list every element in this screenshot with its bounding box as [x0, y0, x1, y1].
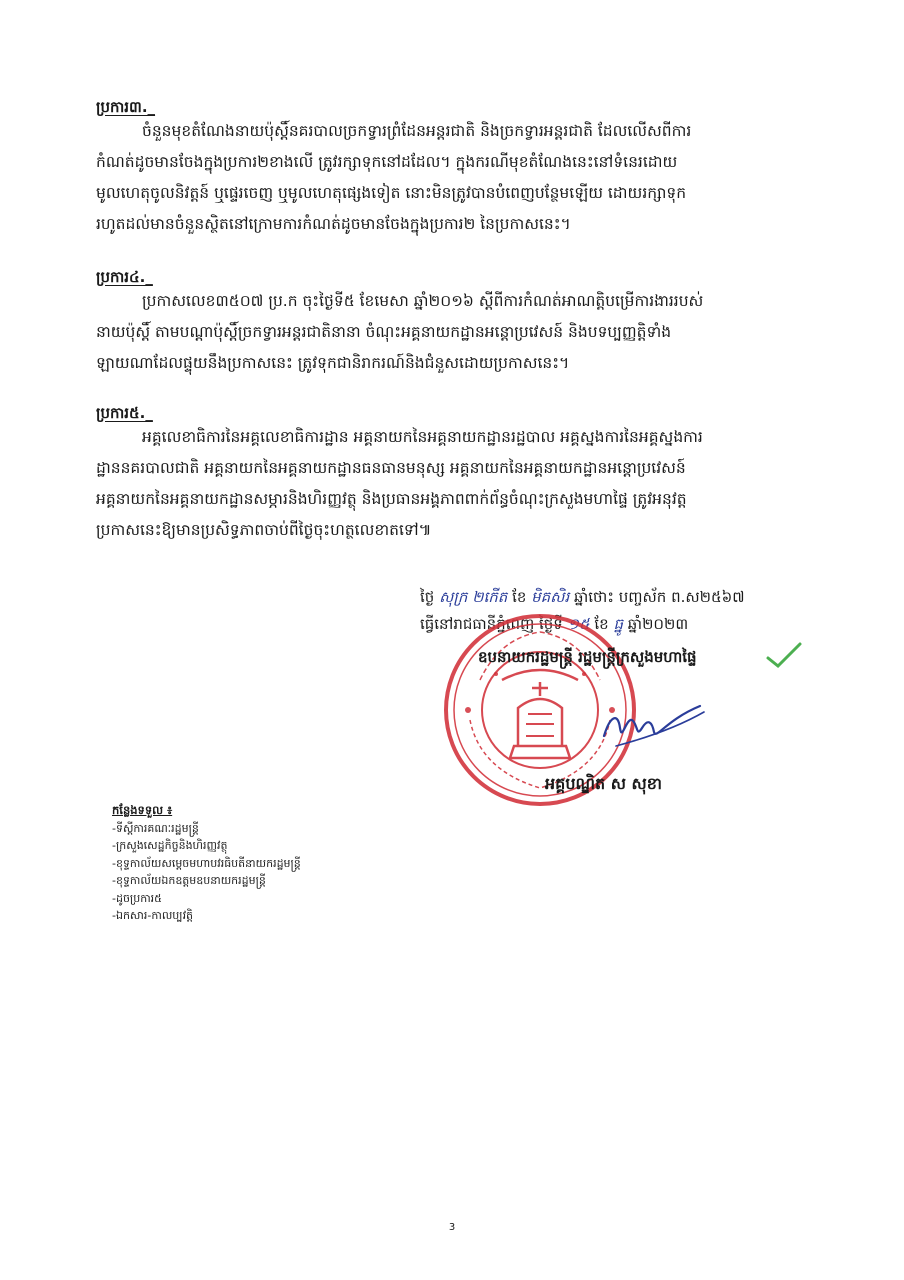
- solar-prefix: ធ្វើនៅរាជធានីភ្នំពេញ ថ្ងៃទី: [420, 615, 563, 633]
- handwritten-signature-icon: [596, 698, 706, 754]
- recipient-item: -ខុទ្ទកាល័យឯកឧត្តមឧបនាយករដ្ឋមន្ត្រី: [112, 874, 266, 887]
- solar-day-handwritten: ១៥: [567, 615, 590, 633]
- article-4-line: នាយប៉ុស្តិ៍ តាមបណ្តាប៉ុស្តិ៍ច្រកទ្វារអន្តរជាតិនានា ចំណុះអគ្គនាយកដ្ឋានអន្តោប្រវេសន៍ និងបទប្បញ្ញត្តិទាំង: [96, 323, 672, 341]
- solar-year: ឆ្នាំ២០២៣: [627, 615, 689, 633]
- article-4-line: ប្រកាសលេខ៣៥០៧ ប្រ.ក ចុះថ្ងៃទី៥ ខែមេសា ឆ្នាំ២០១៦ ស្តីពីការកំណត់អាណត្តិបម្រើការងាររបស់: [142, 292, 704, 310]
- article-4-text: [96, 286, 816, 379]
- recipient-item: -ដូចប្រការ៥: [112, 891, 162, 905]
- lunar-prefix: ថ្ងៃ: [420, 588, 435, 606]
- article-3-line: មូលហេតុចូលនិវត្តន៍ ឬផ្ទេរចេញ ឬមូលហេតុផ្សេងទៀត នោះមិនត្រូវបានបំពេញបន្ថែមឡើយ ដោយរក្សាទុក: [96, 184, 687, 202]
- article-3-line: កំណត់ដូចមានចែងក្នុងប្រការ២ខាងលើ ត្រូវរក្សាទុកនៅដដែល។ ក្នុងករណីមុខតំណែងនេះនៅទំនេរដោយ: [96, 153, 678, 171]
- article-5-text: [96, 422, 816, 546]
- article-5-line: ដ្ឋាននគរបាលជាតិ អគ្គនាយកនៃអគ្គនាយកដ្ឋានធនធានមនុស្ស អគ្គនាយកនៃអគ្គនាយកដ្ឋានអន្តោប្រវេសន៍: [96, 459, 686, 477]
- recipients-heading: កន្លែងទទួល ៖: [112, 803, 173, 817]
- signer-name: អគ្គបណ្ឌិត ស សុខា: [545, 774, 662, 793]
- lunar-month-handwritten: មិគសិរ: [531, 588, 570, 606]
- article-5-line: អគ្គនាយកនៃអគ្គនាយកដ្ឋានសម្ភារនិងហិរញ្ញវត្ថុ និងប្រធានអង្គភាពពាក់ព័ន្ធចំណុះក្រសួងមហាផ្ទៃ ត្រូវអនុវត្ត: [96, 490, 687, 508]
- article-5-line: អគ្គលេខាធិការនៃអគ្គលេខាធិការដ្ឋាន អគ្គនាយកនៃអគ្គនាយកដ្ឋានរដ្ឋបាល អគ្គស្នងការនៃអគ្គស្នងការ: [142, 428, 703, 446]
- article-4-line: ឡាយណាដែលផ្ទុយនឹងប្រកាសនេះ ត្រូវទុកជានិរាករណ៍និងជំនួសដោយប្រកាសនេះ។: [96, 354, 570, 372]
- page-number: 3: [448, 1222, 456, 1233]
- article-3-text: [96, 116, 816, 240]
- recipient-item: -ខុទ្ទកាល័យសម្តេចមហាបវរធិបតីនាយករដ្ឋមន្ត្រី: [112, 856, 301, 870]
- recipient-item: -ទីស្តីការគណៈរដ្ឋមន្ត្រី: [112, 821, 199, 835]
- lunar-year: ឆ្នាំថោះ បញ្ចស័ក ព.ស២៥៦៧: [574, 588, 745, 606]
- recipient-item: -ក្រសួងសេដ្ឋកិច្ចនិងហិរញ្ញវត្ថុ: [112, 839, 228, 852]
- article-5-heading: ប្រការ៥._: [96, 404, 153, 422]
- article-3-heading: ប្រការ៣._: [96, 98, 156, 116]
- article-3-line: រហូតដល់មានចំនួនស្ថិតនៅក្រោមការកំណត់ដូចមានចែងក្នុងប្រការ២ នៃប្រកាសនេះ។: [96, 215, 571, 233]
- recipient-item: -ឯកសារ-កាលប្បវត្តិ: [112, 909, 194, 922]
- lunar-dateline: [420, 588, 745, 610]
- check-mark-icon: [764, 640, 804, 670]
- recipients-list: [112, 802, 301, 925]
- article-5-line: ប្រកាសនេះឱ្យមានប្រសិទ្ធភាពចាប់ពីថ្ងៃចុះហត្ថលេខាតទៅ៕: [96, 521, 432, 539]
- solar-month-handwritten: ធ្នូ: [613, 615, 623, 633]
- solar-month-label: ខែ: [594, 615, 609, 633]
- signatory-title: ឧបនាយករដ្ឋមន្ត្រី រដ្ឋមន្ត្រីក្រសួងមហាផ្ទៃ: [478, 648, 697, 666]
- lunar-day-handwritten: សុក្រ ២កើត: [439, 588, 508, 606]
- article-3-line: ចំនួនមុខតំណែងនាយប៉ុស្តិ៍នគរបាលច្រកទ្វារព្រំដែនអន្តរជាតិ និងច្រកទ្វារអន្តរជាតិ ដែលលើសពីការ: [142, 122, 692, 140]
- article-4-heading: ប្រការ៤._: [96, 268, 153, 286]
- lunar-month-label: ខែ: [512, 588, 527, 606]
